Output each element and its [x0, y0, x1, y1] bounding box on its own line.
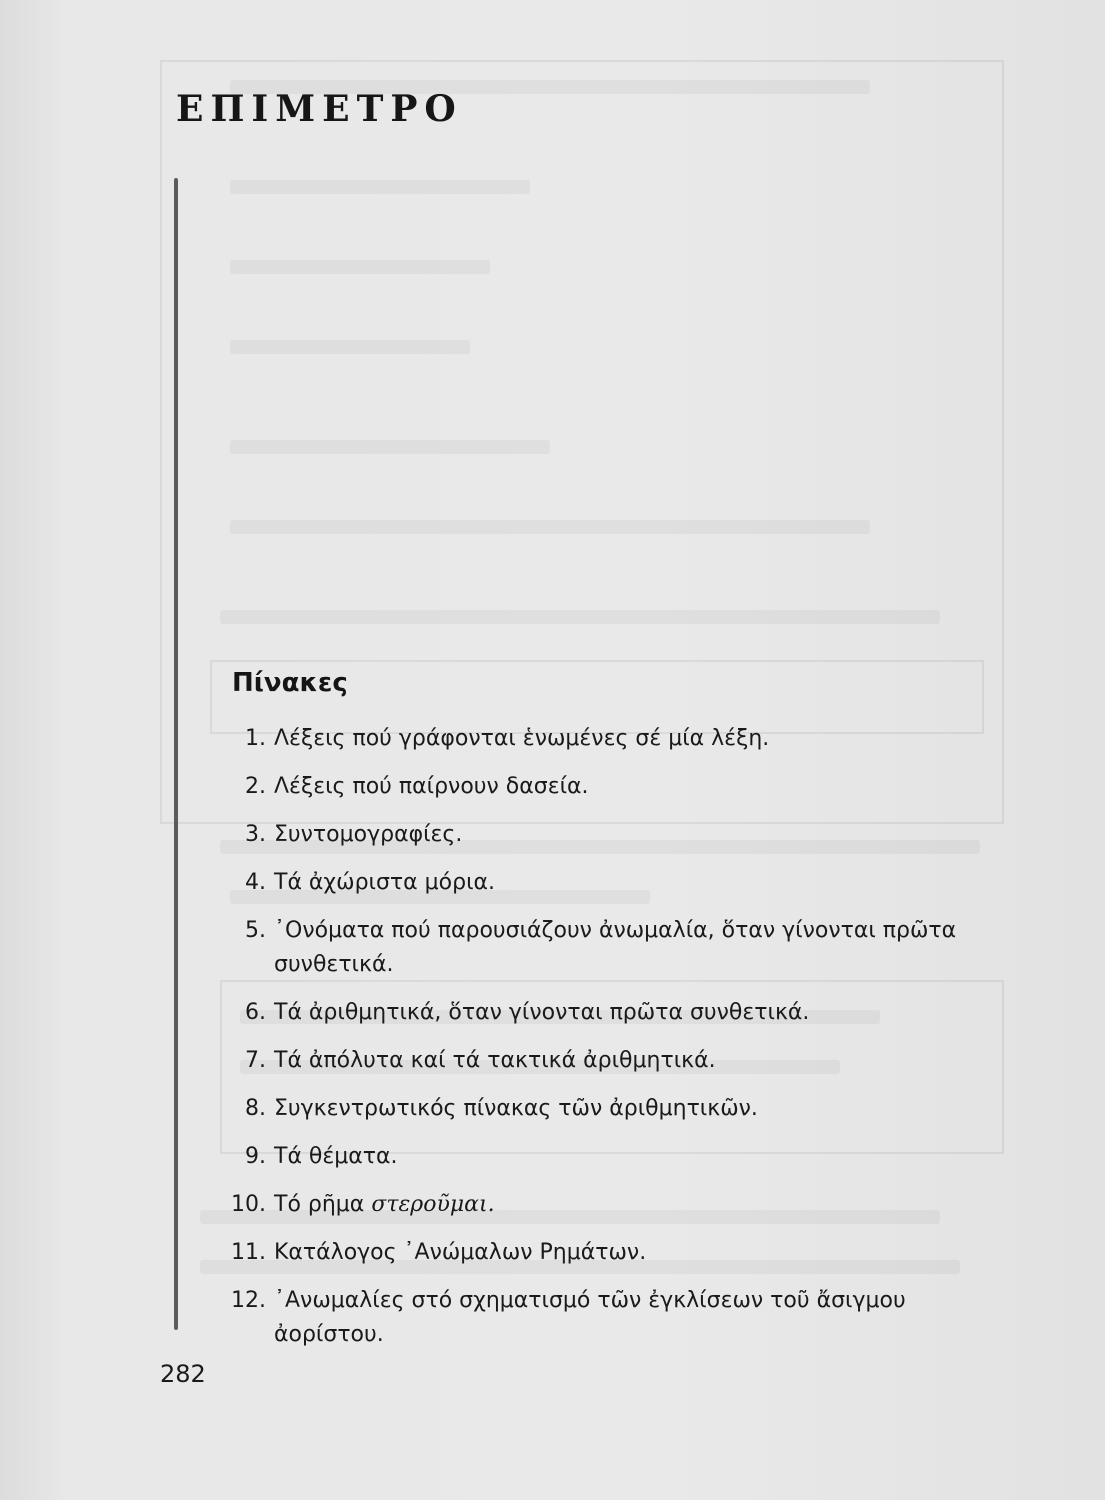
margin-rule: [174, 178, 178, 1330]
list-item: [222, 866, 1022, 900]
list-item-number: 6.: [245, 1000, 266, 1025]
list-item-number: 8.: [245, 1096, 266, 1121]
list-item: [222, 1092, 1022, 1126]
list-item-text-group: [274, 1188, 1022, 1222]
list-item-number: 10.: [231, 1192, 266, 1217]
list-item-number: 7.: [245, 1048, 266, 1073]
list-item-text: Τά ἀριθμητικά, ὅταν γίνονται πρῶτα συνθετικά.: [274, 1000, 810, 1025]
page-number: 282: [160, 1360, 206, 1388]
list-item-text: Τό ρῆμα: [274, 1192, 365, 1217]
list-item-text: Τά θέματα.: [274, 1144, 398, 1169]
list-item-text: Συγκεντρωτικός πίνακας τῶν ἀριθμητικῶν.: [274, 1096, 758, 1121]
list-item: [222, 1044, 1022, 1078]
tables-list: [222, 722, 1022, 1366]
list-item: [222, 914, 1022, 982]
list-item-number: 4.: [245, 870, 266, 895]
list-item: [222, 1284, 1022, 1352]
list-item-text: Λέξεις πού γράφονται ἑνωμένες σέ μία λέξη.: [274, 726, 770, 751]
list-item-text: ᾿Ανωμαλίες στό σχηματισμό τῶν ἐγκλίσεων τοῦ ἄσιγμου ἀορίστου.: [274, 1288, 906, 1347]
page-heading: ΕΠΙΜΕΤΡΟ: [176, 88, 463, 130]
list-item-text: Τά ἀπόλυτα καί τά τακτικά ἀριθμητικά.: [274, 1048, 716, 1073]
list-item-text: ᾿Ονόματα πού παρουσιάζουν ἀνωμαλία, ὅταν γίνονται πρῶτα συνθετικά.: [274, 918, 957, 977]
list-item: [222, 770, 1022, 804]
list-item: [222, 722, 1022, 756]
list-item-text: Λέξεις πού παίρνουν δασεία.: [274, 774, 589, 799]
list-item-number: 11.: [231, 1240, 266, 1265]
list-item: [222, 818, 1022, 852]
list-item-number: 2.: [245, 774, 266, 799]
list-item: [222, 996, 1022, 1030]
list-item-number: 3.: [245, 822, 266, 847]
list-item: [222, 1236, 1022, 1270]
list-item-number: 12.: [231, 1288, 266, 1313]
list-item-text: Συντομογραφίες.: [274, 822, 463, 847]
list-item-number: 5.: [245, 918, 266, 943]
list-item-number: 9.: [245, 1144, 266, 1169]
list-item: [222, 1188, 1022, 1222]
list-item-number: 1.: [245, 726, 266, 751]
list-item: [222, 1140, 1022, 1174]
list-item-emphasis: στεροῦμαι.: [371, 1192, 495, 1217]
section-title: Πίνακες: [232, 668, 348, 698]
list-item-text: Κατάλογος ᾿Ανώμαλων Ρημάτων.: [274, 1240, 647, 1265]
list-item-text: Τά ἀχώριστα μόρια.: [274, 870, 496, 895]
